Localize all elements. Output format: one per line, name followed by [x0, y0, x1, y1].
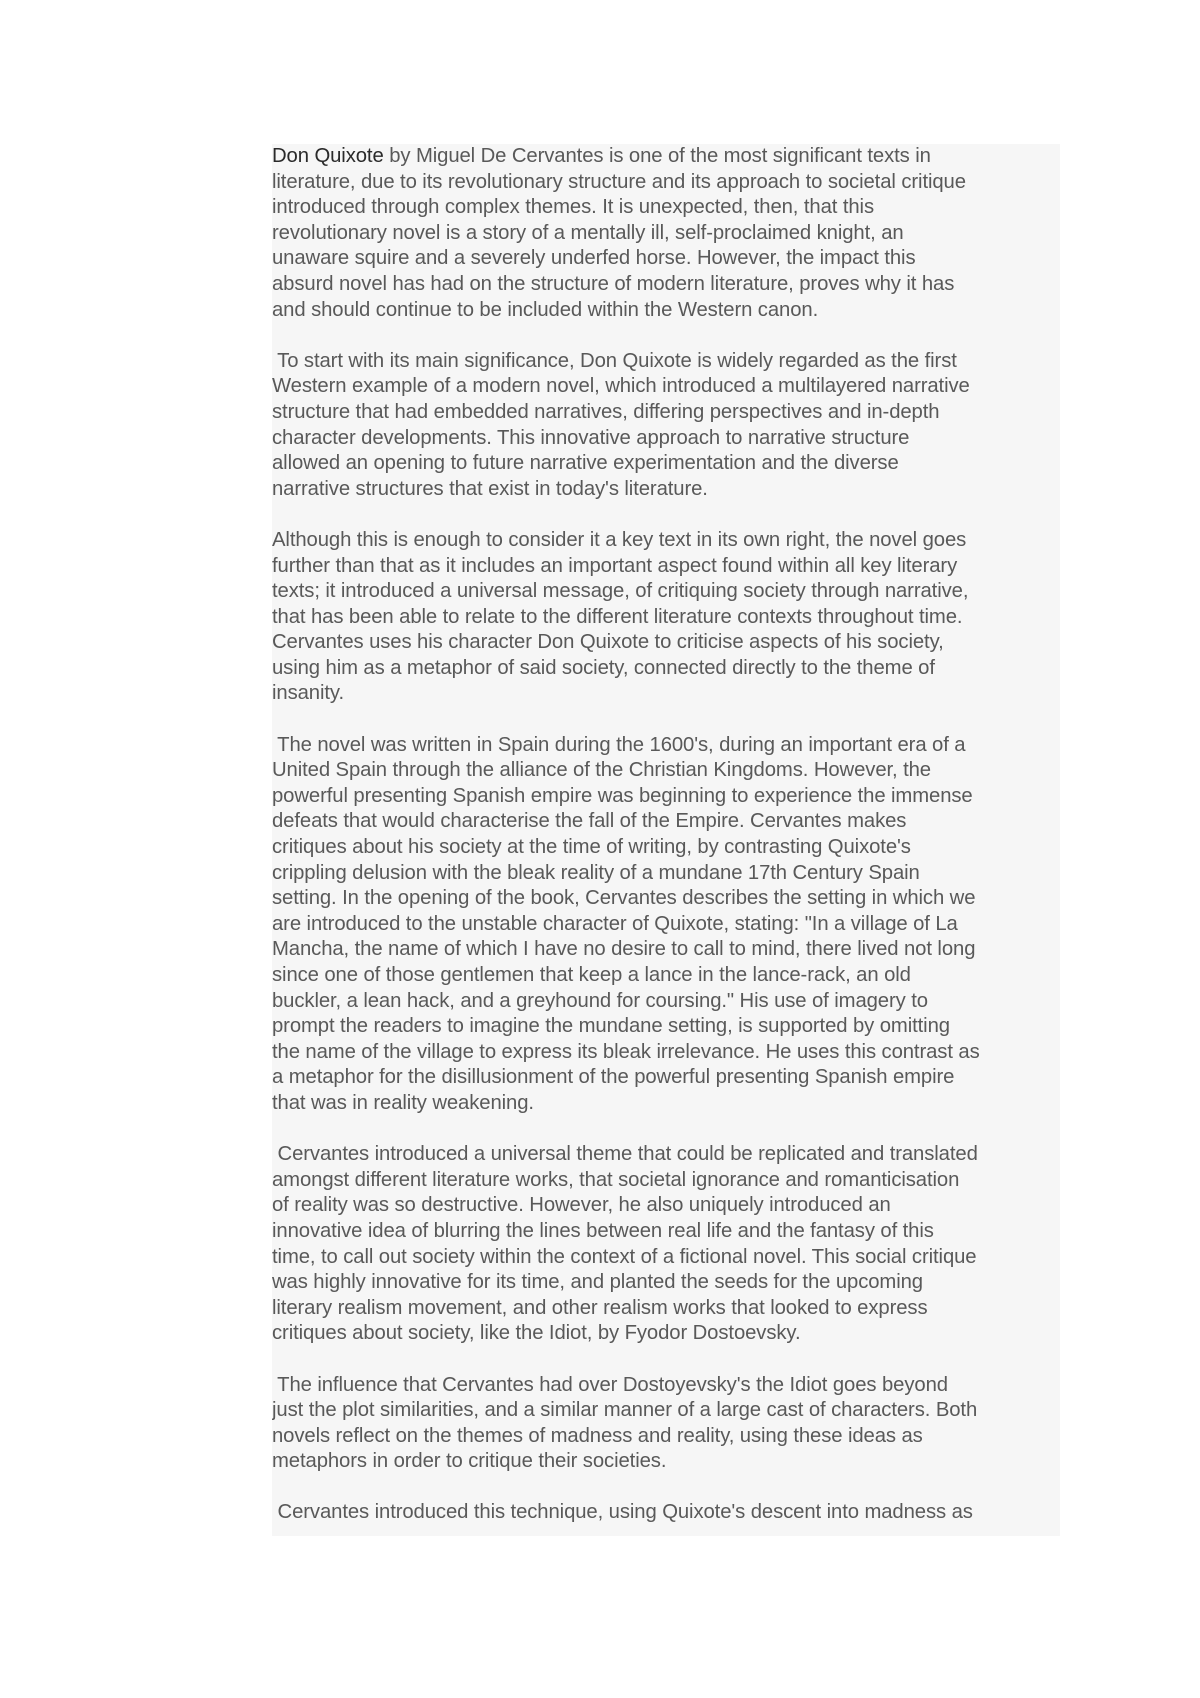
text-line: crippling delusion with the bleak reality of a mundane 17th Century Spain — [272, 861, 920, 884]
text-line: literary realism movement, and other realism works that looked to express — [272, 1296, 928, 1319]
text-line: the name of the village to express its bleak irrelevance. He uses this contrast as — [272, 1040, 980, 1063]
text-line: using him as a metaphor of said society, connected directly to the theme of — [272, 656, 935, 679]
text-line: metaphors in order to critique their societies. — [272, 1450, 667, 1473]
text-line: The novel was written in Spain during the 1600's, during an important era of a — [272, 733, 966, 756]
paragraph-2 — [272, 349, 1060, 503]
text-line: novels reflect on the themes of madness and reality, using these ideas as — [272, 1424, 923, 1447]
text-line: a metaphor for the disillusionment of the powerful presenting Spanish empire — [272, 1066, 955, 1089]
text-line: allowed an opening to future narrative experimentation and the diverse — [272, 452, 899, 475]
text-line: and should continue to be included within the Western canon. — [272, 298, 819, 321]
text-line: insanity. — [272, 682, 344, 705]
paragraph-1 — [272, 144, 1060, 323]
text-line: that has been able to relate to the different literature contexts throughout time. — [272, 605, 963, 628]
text-line: Cervantes introduced this technique, using Quixote's descent into madness as — [272, 1501, 973, 1524]
text-line: critiques about society, like the Idiot, by Fyodor Dostoevsky. — [272, 1322, 801, 1345]
paragraph-3 — [272, 528, 1060, 707]
text-line: Mancha, the name of which I have no desire to call to mind, there lived not long — [272, 938, 976, 961]
text-line: are introduced to the unstable character of Quixote, stating: "In a village of La — [272, 912, 958, 935]
text-line: innovative idea of blurring the lines between real life and the fantasy of this — [272, 1219, 934, 1242]
text-line: amongst different literature works, that societal ignorance and romanticisation — [272, 1168, 960, 1191]
essay-text-block — [272, 144, 1060, 1536]
paragraph-5 — [272, 1142, 1060, 1347]
text-line: powerful presenting Spanish empire was beginning to experience the immense — [272, 784, 973, 807]
text-line: Cervantes uses his character Don Quixote to criticise aspects of his society, — [272, 631, 944, 654]
text-line: further than that as it includes an important aspect found within all key literary — [272, 554, 958, 577]
text-line: texts; it introduced a universal message, of critiquing society through narrative, — [272, 580, 969, 603]
text-line-content: by Miguel De Cervantes is one of the most significant texts in — [389, 145, 931, 167]
paragraph-4 — [272, 733, 1060, 1117]
text-line: The influence that Cervantes had over Dostoyevsky's the Idiot goes beyond — [272, 1373, 948, 1396]
text-line: Although this is enough to consider it a key text in its own right, the novel goes — [272, 528, 967, 551]
text-line: just the plot similarities, and a similar manner of a large cast of characters. Both — [272, 1399, 978, 1422]
text-line: of reality was so destructive. However, he also uniquely introduced an — [272, 1194, 891, 1217]
text-line: revolutionary novel is a story of a mentally ill, self-proclaimed knight, an — [272, 221, 904, 244]
text-line: character developments. This innovative approach to narrative structure — [272, 426, 910, 449]
text-line: critiques about his society at the time of writing, by contrasting Quixote's — [272, 836, 911, 859]
paragraph-7 — [272, 1500, 1060, 1526]
text-line: buckler, a lean hack, and a greyhound for coursing." His use of imagery to — [272, 989, 928, 1012]
text-line: Western example of a modern novel, which introduced a multilayered narrative — [272, 375, 970, 398]
text-line: unaware squire and a severely underfed horse. However, the impact this — [272, 247, 916, 270]
text-line: since one of those gentlemen that keep a lance in the lance-rack, an old — [272, 964, 911, 986]
text-line — [272, 144, 1060, 170]
text-line: that was in reality weakening. — [272, 1091, 534, 1114]
text-line: To start with its main significance, Don Quixote is widely regarded as the first — [272, 349, 957, 372]
text-line: Cervantes introduced a universal theme that could be replicated and translated — [272, 1143, 978, 1166]
text-line: literature, due to its revolutionary structure and its approach to societal critique — [272, 170, 966, 193]
text-line: was highly innovative for its time, and planted the seeds for the upcoming — [272, 1271, 923, 1294]
text-line: absurd novel has had on the structure of modern literature, proves why it has — [272, 272, 955, 295]
text-line: time, to call out society within the context of a fictional novel. This social critique — [272, 1245, 977, 1268]
paragraph-6 — [272, 1373, 1060, 1475]
text-line: structure that had embedded narratives, differing perspectives and in-depth — [272, 400, 940, 423]
text-line: narrative structures that exist in today's literature. — [272, 477, 708, 500]
book-title: Don Quixote — [272, 145, 384, 167]
text-line: United Spain through the alliance of the Christian Kingdoms. However, the — [272, 759, 931, 782]
text-line: defeats that would characterise the fall of the Empire. Cervantes makes — [272, 810, 907, 833]
text-line: introduced through complex themes. It is unexpected, then, that this — [272, 196, 874, 219]
text-line: setting. In the opening of the book, Cervantes describes the setting in which we — [272, 887, 976, 910]
text-line: prompt the readers to imagine the mundane setting, is supported by omitting — [272, 1015, 950, 1038]
